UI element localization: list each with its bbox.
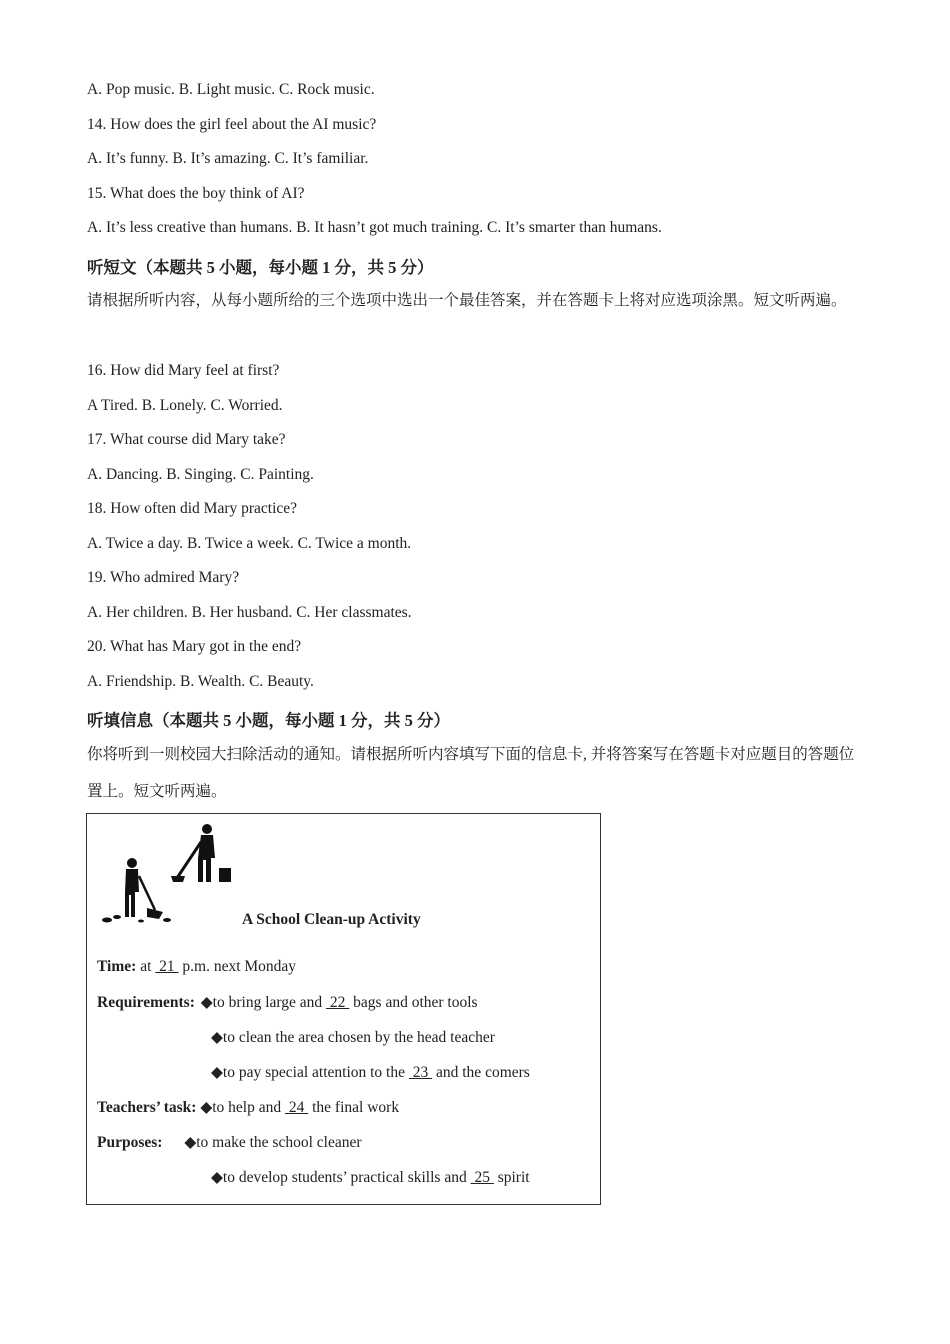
blank-21: 21 (155, 958, 179, 975)
info-card (86, 813, 601, 1205)
purposes-label: Purposes: (97, 1134, 163, 1151)
q20-options: A. Friendship. B. Wealth. C. Beauty. (87, 673, 314, 690)
blank-22: 22 (326, 994, 350, 1011)
req3-pre: to pay special attention to the (222, 1064, 409, 1081)
bullet-icon: ◆ (211, 1064, 223, 1081)
q15-options: A. It’s less creative than humans. B. It hasn’t got much training. C. It’s smarter than humans. (87, 219, 662, 236)
q19-options: A. Her children. B. Her husband. C. Her classmates. (87, 604, 412, 621)
question-19: 19. Who admired Mary? (87, 569, 240, 586)
time-pre: at (136, 958, 156, 975)
req1-pre: to bring large and (212, 994, 327, 1011)
section-3-heading: 听填信息（本题共 5 小题，每小题 1 分，共 5 分） (87, 711, 450, 730)
purpose1: to make the school cleaner (196, 1134, 362, 1151)
requirements-row-3 (211, 1063, 530, 1082)
teachers-task-row (97, 1098, 399, 1117)
bullet-icon: ◆ (200, 994, 213, 1011)
question-15: 15. What does the boy think of AI? (87, 185, 305, 202)
section-2-instructions: 请根据所听内容，从每小题所给的三个选项中选出一个最佳答案，并在答题卡上将对应选项涂黑。短文听两遍。 (87, 292, 847, 309)
section-2-heading: 听短文（本题共 5 小题，每小题 1 分，共 5 分） (87, 258, 434, 277)
blank-25: 25 (470, 1169, 494, 1186)
teachers-task-label: Teachers’ task: (97, 1099, 197, 1116)
card-title: A School Clean-up Activity (242, 911, 421, 928)
q16-options: A Tired. B. Lonely. C. Worried. (87, 397, 283, 414)
purpose2-pre: to develop students’ practical skills and (222, 1169, 471, 1186)
time-row (97, 958, 296, 976)
blank-24: 24 (285, 1099, 309, 1116)
req3-post: and the comers (432, 1064, 530, 1081)
bullet-icon: ◆ (211, 1169, 223, 1186)
bullet-icon: ◆ (211, 1029, 223, 1046)
req1-post: bags and other tools (349, 994, 478, 1011)
req2: to clean the area chosen by the head teacher (222, 1029, 495, 1046)
bullet-icon: ◆ (200, 1099, 213, 1116)
q14-options: A. It’s funny. B. It’s amazing. C. It’s familiar. (87, 150, 369, 167)
question-17: 17. What course did Mary take? (87, 431, 286, 448)
requirements-row-2 (211, 1028, 495, 1047)
cleaning-people-illustration (97, 820, 247, 928)
task-pre: to help and (212, 1099, 285, 1116)
section-3-instructions: 你将听到一则校园大扫除活动的通知。请根据所听内容填写下面的信息卡, 并将答案写在答题卡对应题目的答题位置上。短文听两遍。 (87, 746, 855, 800)
question-16: 16. How did Mary feel at first? (87, 362, 280, 379)
question-20: 20. What has Mary got in the end? (87, 638, 302, 655)
question-14: 14. How does the girl feel about the AI music? (87, 116, 377, 133)
time-label: Time: (97, 958, 137, 975)
time-post: p.m. next Monday (178, 958, 297, 975)
q17-options: A. Dancing. B. Singing. C. Painting. (87, 466, 314, 483)
blank-23: 23 (408, 1064, 433, 1081)
requirements-row-1 (97, 993, 478, 1012)
bullet-icon: ◆ (184, 1134, 197, 1151)
purposes-row-1 (97, 1133, 362, 1152)
purposes-row-2 (211, 1168, 530, 1187)
question-18: 18. How often did Mary practice? (87, 500, 298, 517)
q13-options: A. Pop music. B. Light music. C. Rock music. (87, 81, 375, 98)
task-post: the final work (308, 1099, 400, 1116)
q18-options: A. Twice a day. B. Twice a week. C. Twice a month. (87, 535, 412, 552)
requirements-label: Requirements: (97, 994, 195, 1011)
purpose2-post: spirit (493, 1169, 530, 1186)
